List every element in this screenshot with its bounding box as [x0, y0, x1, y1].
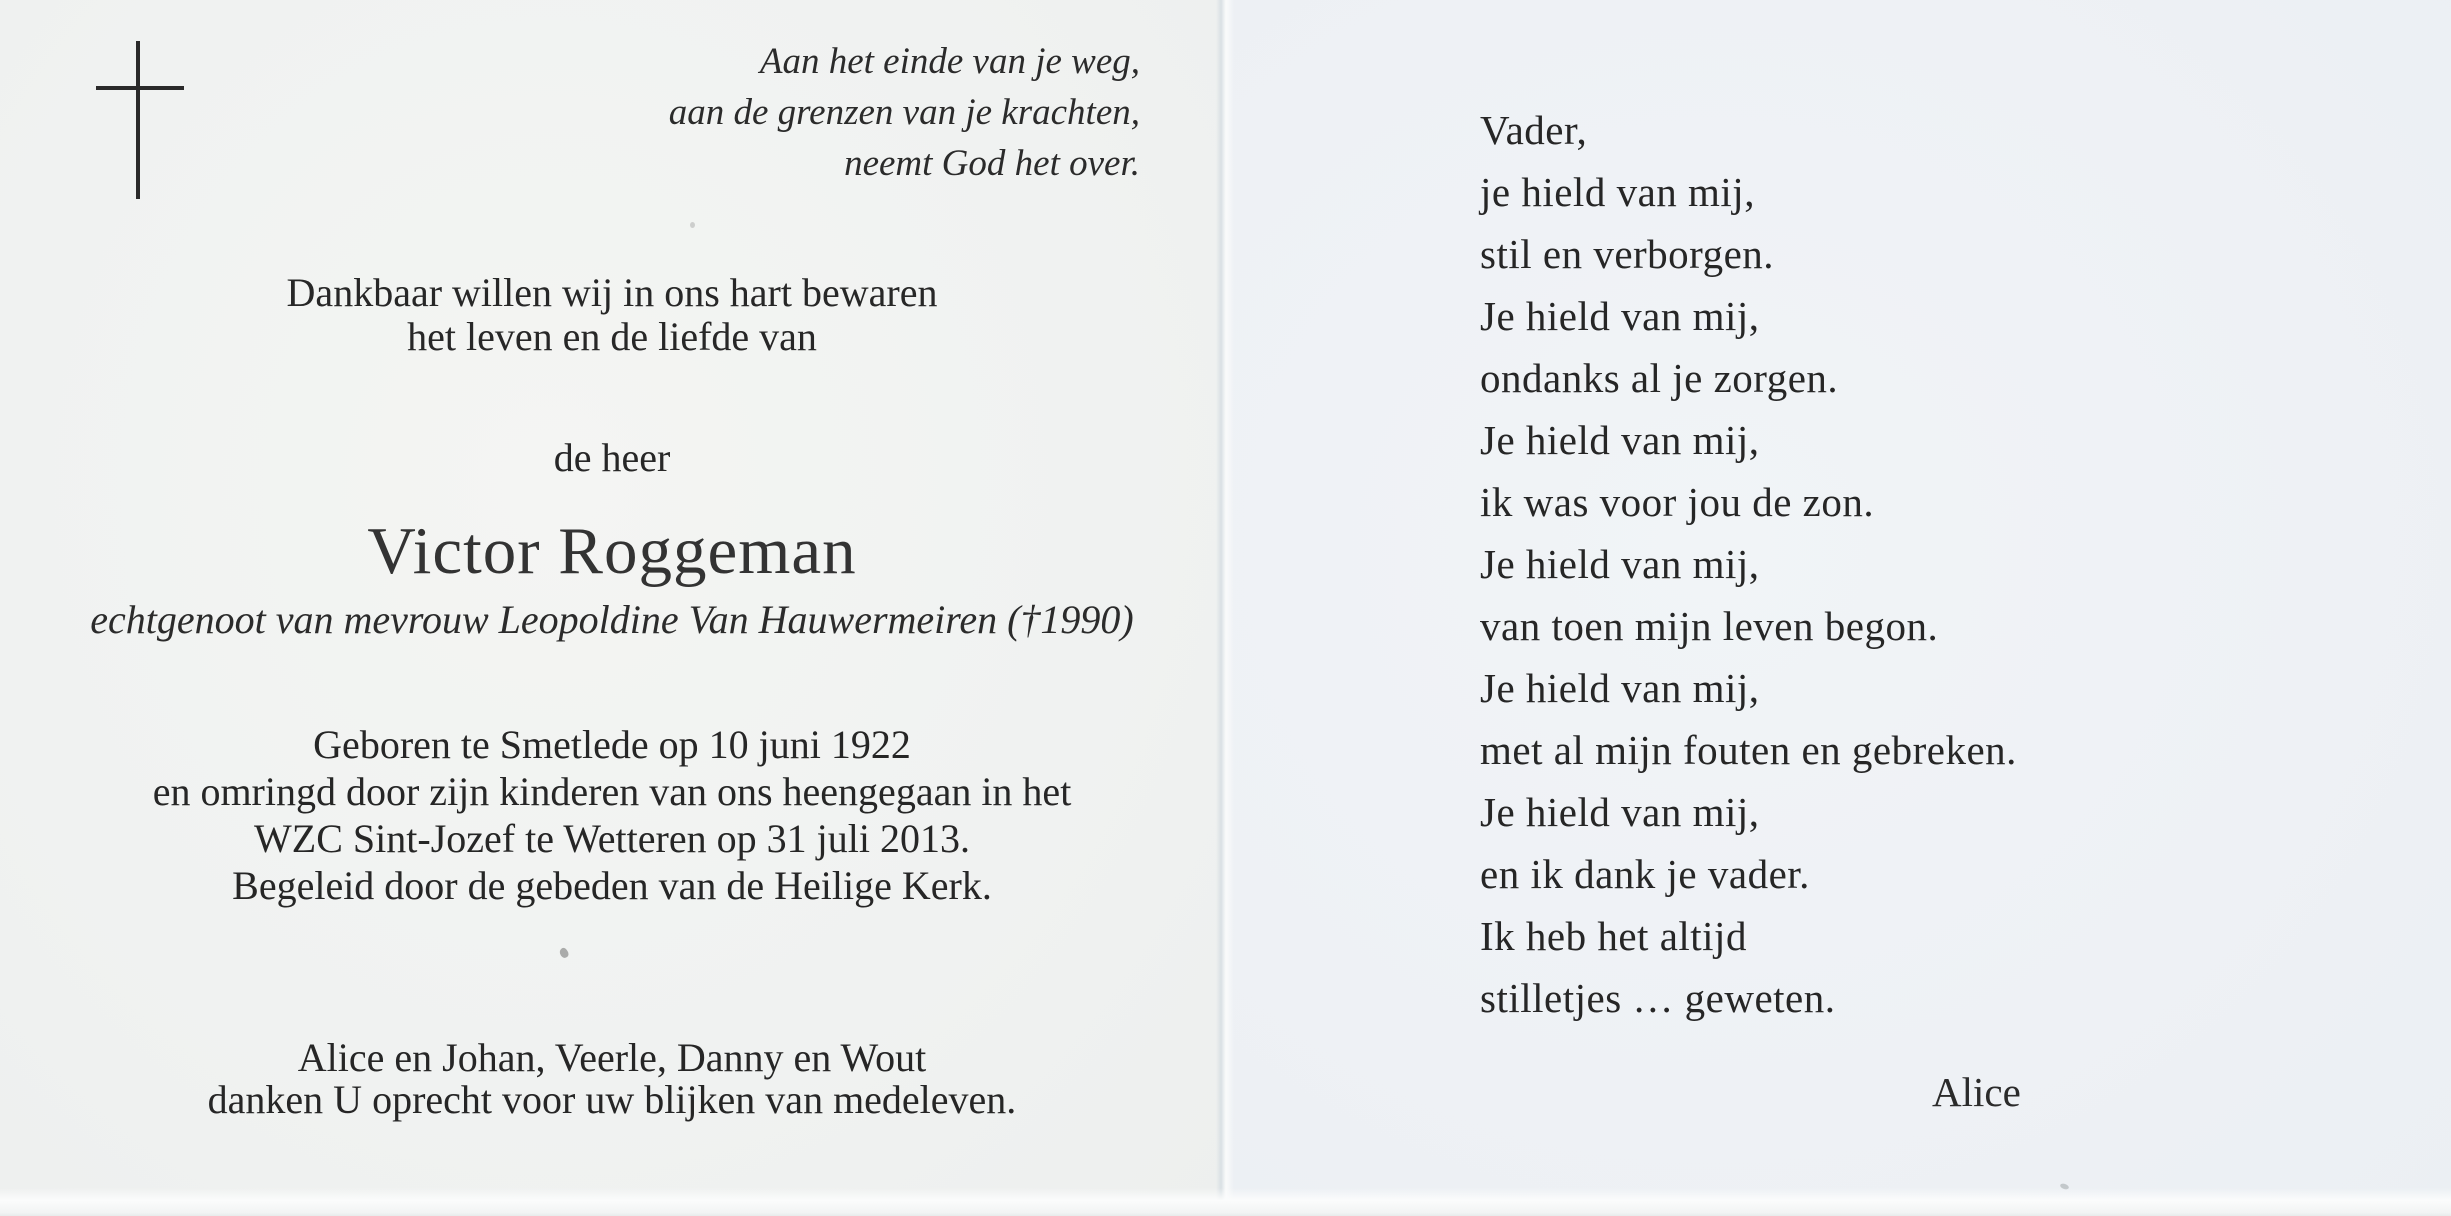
poem [1480, 99, 2017, 1029]
poem-line: ondanks al je zorgen. [1480, 355, 1839, 401]
poem-line: van toen mijn leven begon. [1480, 603, 1939, 649]
biography-line: WZC Sint-Jozef te Wetteren op 31 juli 2013. [254, 816, 970, 861]
biography [0, 721, 1224, 909]
poem-line: Je hield van mij, [1480, 789, 1760, 835]
poem-line: Vader, [1480, 107, 1588, 153]
intro-line: Dankbaar willen wij in ons hart bewaren [286, 270, 938, 315]
scan-bottom-edge [0, 1188, 2451, 1216]
spouse-line: echtgenoot van mevrouw Leopoldine Van Hauwermeiren (†1990) [90, 597, 1134, 642]
signature: Alice [1932, 1069, 2021, 1115]
cross-vertical-bar [136, 41, 140, 199]
scan-speck [690, 222, 695, 228]
poem-line: je hield van mij, [1480, 169, 1755, 215]
poem-line: Je hield van mij, [1480, 417, 1760, 463]
poem-line: stilletjes … geweten. [1480, 975, 1836, 1021]
poem-line: en ik dank je vader. [1480, 851, 1810, 897]
deceased-name: Victor Roggeman [367, 514, 857, 588]
acknowledgement-line: danken U oprecht voor uw blijken van medeleven. [207, 1077, 1017, 1122]
poem-line: Ik heb het altijd [1480, 913, 1747, 959]
intro-line: het leven en de liefde van [407, 314, 817, 359]
poem-line: met al mijn fouten en gebreken. [1480, 727, 2017, 773]
poem-line: Je hield van mij, [1480, 665, 1760, 711]
epigraph-line: aan de grenzen van je krachten, [668, 92, 1140, 133]
poem-line: Je hield van mij, [1480, 293, 1760, 339]
biography-line: en omringd door zijn kinderen van ons heengegaan in het [152, 769, 1072, 814]
poem-line: ik was voor jou de zon. [1480, 479, 1875, 525]
poem-line: stil en verborgen. [1480, 231, 1775, 277]
acknowledgement-line: Alice en Johan, Veerle, Danny en Wout [297, 1035, 927, 1080]
epigraph [669, 36, 1140, 189]
cross-horizontal-bar [96, 86, 184, 90]
epigraph-line: neemt God het over. [844, 143, 1140, 184]
biography-line: Geboren te Smetlede op 10 juni 1922 [313, 722, 911, 767]
epigraph-line: Aan het einde van je weg, [759, 41, 1140, 82]
acknowledgement [0, 1037, 1224, 1121]
poem-line: Je hield van mij, [1480, 541, 1760, 587]
honorific: de heer [553, 435, 671, 480]
biography-line: Begeleid door de gebeden van de Heilige Kerk. [232, 863, 992, 908]
cross-icon [96, 41, 184, 199]
intro-text [0, 271, 1224, 359]
